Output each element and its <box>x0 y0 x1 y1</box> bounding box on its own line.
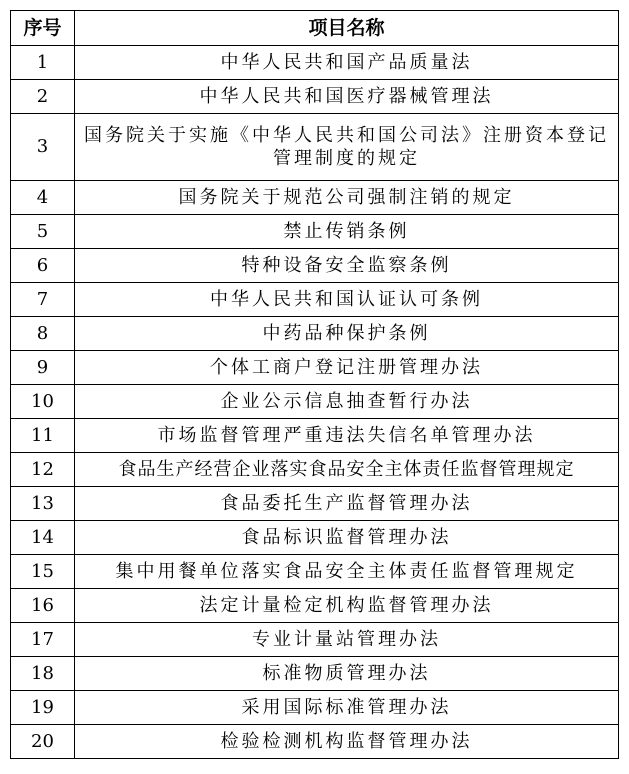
table-row <box>11 487 619 521</box>
row-number: 19 <box>11 691 75 725</box>
row-name: 食品标识监督管理办法 <box>75 521 619 555</box>
row-name: 企业公示信息抽查暂行办法 <box>75 385 619 419</box>
row-number: 9 <box>11 351 75 385</box>
table-row <box>11 249 619 283</box>
table-row <box>11 453 619 487</box>
row-name: 专业计量站管理办法 <box>75 623 619 657</box>
row-name: 禁止传销条例 <box>75 215 619 249</box>
row-number: 1 <box>11 46 75 80</box>
table-row <box>11 181 619 215</box>
table-row <box>11 215 619 249</box>
row-number: 14 <box>11 521 75 555</box>
row-name: 市场监督管理严重违法失信名单管理办法 <box>75 419 619 453</box>
row-number: 10 <box>11 385 75 419</box>
table-row <box>11 623 619 657</box>
row-number: 3 <box>11 114 75 181</box>
row-number: 5 <box>11 215 75 249</box>
row-number: 13 <box>11 487 75 521</box>
row-name: 采用国际标准管理办法 <box>75 691 619 725</box>
table-row <box>11 317 619 351</box>
row-number: 11 <box>11 419 75 453</box>
header-number: 序号 <box>11 11 75 46</box>
row-name: 食品生产经营企业落实食品安全主体责任监督管理规定 <box>75 453 619 487</box>
table-row <box>11 657 619 691</box>
row-number: 12 <box>11 453 75 487</box>
table-row <box>11 283 619 317</box>
table-row <box>11 691 619 725</box>
row-name: 国务院关于规范公司强制注销的规定 <box>75 181 619 215</box>
row-name: 国务院关于实施《中华人民共和国公司法》注册资本登记管理制度的规定 <box>75 114 619 181</box>
row-name: 个体工商户登记注册管理办法 <box>75 351 619 385</box>
row-number: 2 <box>11 80 75 114</box>
row-name: 中药品种保护条例 <box>75 317 619 351</box>
header-name: 项目名称 <box>75 11 619 46</box>
row-number: 20 <box>11 725 75 759</box>
row-name: 法定计量检定机构监督管理办法 <box>75 589 619 623</box>
table-row <box>11 385 619 419</box>
row-number: 7 <box>11 283 75 317</box>
table-row <box>11 555 619 589</box>
table-header-row <box>11 11 619 46</box>
table-row <box>11 351 619 385</box>
row-number: 15 <box>11 555 75 589</box>
row-number: 17 <box>11 623 75 657</box>
row-name: 特种设备安全监察条例 <box>75 249 619 283</box>
row-name: 中华人民共和国认证认可条例 <box>75 283 619 317</box>
row-number: 8 <box>11 317 75 351</box>
row-name: 检验检测机构监督管理办法 <box>75 725 619 759</box>
table-row <box>11 114 619 181</box>
row-name: 食品委托生产监督管理办法 <box>75 487 619 521</box>
row-name: 标准物质管理办法 <box>75 657 619 691</box>
table-row <box>11 725 619 759</box>
table-row <box>11 419 619 453</box>
row-name: 中华人民共和国医疗器械管理法 <box>75 80 619 114</box>
law-list-table <box>10 10 619 759</box>
row-name: 集中用餐单位落实食品安全主体责任监督管理规定 <box>75 555 619 589</box>
table-row <box>11 46 619 80</box>
row-number: 4 <box>11 181 75 215</box>
row-name: 中华人民共和国产品质量法 <box>75 46 619 80</box>
table-row <box>11 521 619 555</box>
row-number: 18 <box>11 657 75 691</box>
row-number: 16 <box>11 589 75 623</box>
table-row <box>11 80 619 114</box>
row-number: 6 <box>11 249 75 283</box>
table-row <box>11 589 619 623</box>
